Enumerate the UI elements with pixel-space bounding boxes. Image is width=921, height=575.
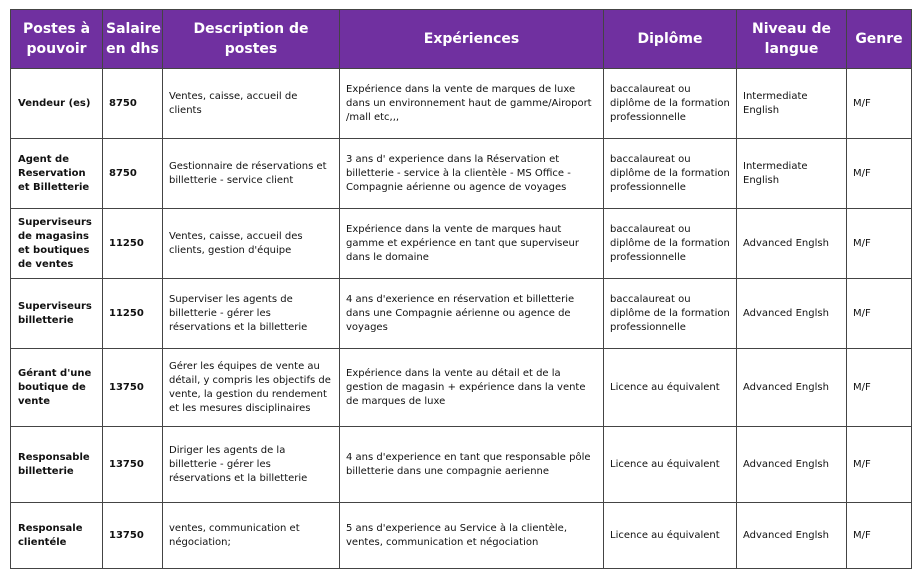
- header-salaire: Salaire en dhs: [103, 10, 163, 69]
- cell-description: Diriger les agents de la billetterie - gérer les réservations et la billetterie: [163, 427, 340, 503]
- cell-langue: Advanced Englsh: [737, 503, 847, 569]
- cell-diplome: baccalaureat ou diplôme de la formation professionnelle: [604, 209, 737, 279]
- header-langue: Niveau de langue: [737, 10, 847, 69]
- cell-diplome: Licence au équivalent: [604, 503, 737, 569]
- cell-langue: Advanced Englsh: [737, 349, 847, 427]
- cell-poste: Responsale clientéle: [11, 503, 103, 569]
- cell-diplome: baccalaureat ou diplôme de la formation professionnelle: [604, 69, 737, 139]
- cell-description: Ventes, caisse, accueil de clients: [163, 69, 340, 139]
- table-row: [11, 139, 912, 209]
- cell-salaire: 11250: [103, 279, 163, 349]
- header-row: [11, 10, 912, 69]
- cell-description: ventes, communication et négociation;: [163, 503, 340, 569]
- table-row: [11, 503, 912, 569]
- cell-genre: M/F: [847, 139, 912, 209]
- cell-genre: M/F: [847, 427, 912, 503]
- cell-salaire: 13750: [103, 349, 163, 427]
- cell-poste: Superviseurs de magasins et boutiques de ventes: [11, 209, 103, 279]
- cell-genre: M/F: [847, 69, 912, 139]
- cell-langue: Advanced Englsh: [737, 279, 847, 349]
- cell-genre: M/F: [847, 209, 912, 279]
- cell-experience: 5 ans d'experience au Service à la clientèle, ventes, communication et négociation: [340, 503, 604, 569]
- cell-langue: Advanced Englsh: [737, 427, 847, 503]
- cell-experience: 4 ans d'exerience en réservation et billetterie dans une Compagnie aérienne ou agence de voyages: [340, 279, 604, 349]
- cell-salaire: 13750: [103, 427, 163, 503]
- cell-poste: Superviseurs billetterie: [11, 279, 103, 349]
- cell-experience: Expérience dans la vente de marques de luxe dans un environnement haut de gamme/Airoport /mall etc,,,: [340, 69, 604, 139]
- header-experiences: Expériences: [340, 10, 604, 69]
- cell-experience: Expérience dans la vente au détail et de la gestion de magasin + expérience dans la vente de marques de luxe: [340, 349, 604, 427]
- cell-experience: 3 ans d' experience dans la Réservation et billetterie - service à la clientèle - MS Office - Compagnie aérienne ou agence de voyages: [340, 139, 604, 209]
- cell-diplome: Licence au équivalent: [604, 349, 737, 427]
- table-row: [11, 349, 912, 427]
- header-diplome: Diplôme: [604, 10, 737, 69]
- cell-langue: Advanced Englsh: [737, 209, 847, 279]
- cell-experience: 4 ans d'experience en tant que responsable pôle billetterie dans une compagnie aerienne: [340, 427, 604, 503]
- cell-description: Superviser les agents de billetterie - gérer les réservations et la billetterie: [163, 279, 340, 349]
- cell-poste: Gérant d'une boutique de vente: [11, 349, 103, 427]
- table-row: [11, 279, 912, 349]
- cell-diplome: baccalaureat ou diplôme de la formation professionnelle: [604, 279, 737, 349]
- cell-diplome: baccalaureat ou diplôme de la formation professionnelle: [604, 139, 737, 209]
- cell-salaire: 11250: [103, 209, 163, 279]
- cell-description: Gestionnaire de réservations et billetterie - service client: [163, 139, 340, 209]
- header-poste: Postes à pouvoir: [11, 10, 103, 69]
- table-header: [11, 10, 912, 69]
- table-row: [11, 209, 912, 279]
- cell-salaire: 8750: [103, 139, 163, 209]
- cell-poste: Agent de Reservation et Billetterie: [11, 139, 103, 209]
- cell-salaire: 13750: [103, 503, 163, 569]
- cell-description: Ventes, caisse, accueil des clients, gestion d'équipe: [163, 209, 340, 279]
- cell-langue: Intermediate English: [737, 139, 847, 209]
- cell-experience: Expérience dans la vente de marques haut gamme et expérience en tant que superviseur dans le domaine: [340, 209, 604, 279]
- cell-diplome: Licence au équivalent: [604, 427, 737, 503]
- cell-genre: M/F: [847, 503, 912, 569]
- cell-genre: M/F: [847, 279, 912, 349]
- cell-genre: M/F: [847, 349, 912, 427]
- header-genre: Genre: [847, 10, 912, 69]
- cell-poste: Vendeur (es): [11, 69, 103, 139]
- table-row: [11, 69, 912, 139]
- cell-langue: Intermediate English: [737, 69, 847, 139]
- table-body: [11, 69, 912, 569]
- job-offers-table: [10, 9, 912, 569]
- cell-poste: Responsable billetterie: [11, 427, 103, 503]
- cell-salaire: 8750: [103, 69, 163, 139]
- cell-description: Gérer les équipes de vente au détail, y compris les objectifs de vente, la gestion du rendement et les mesures disciplinaires: [163, 349, 340, 427]
- header-description: Description de postes: [163, 10, 340, 69]
- table-row: [11, 427, 912, 503]
